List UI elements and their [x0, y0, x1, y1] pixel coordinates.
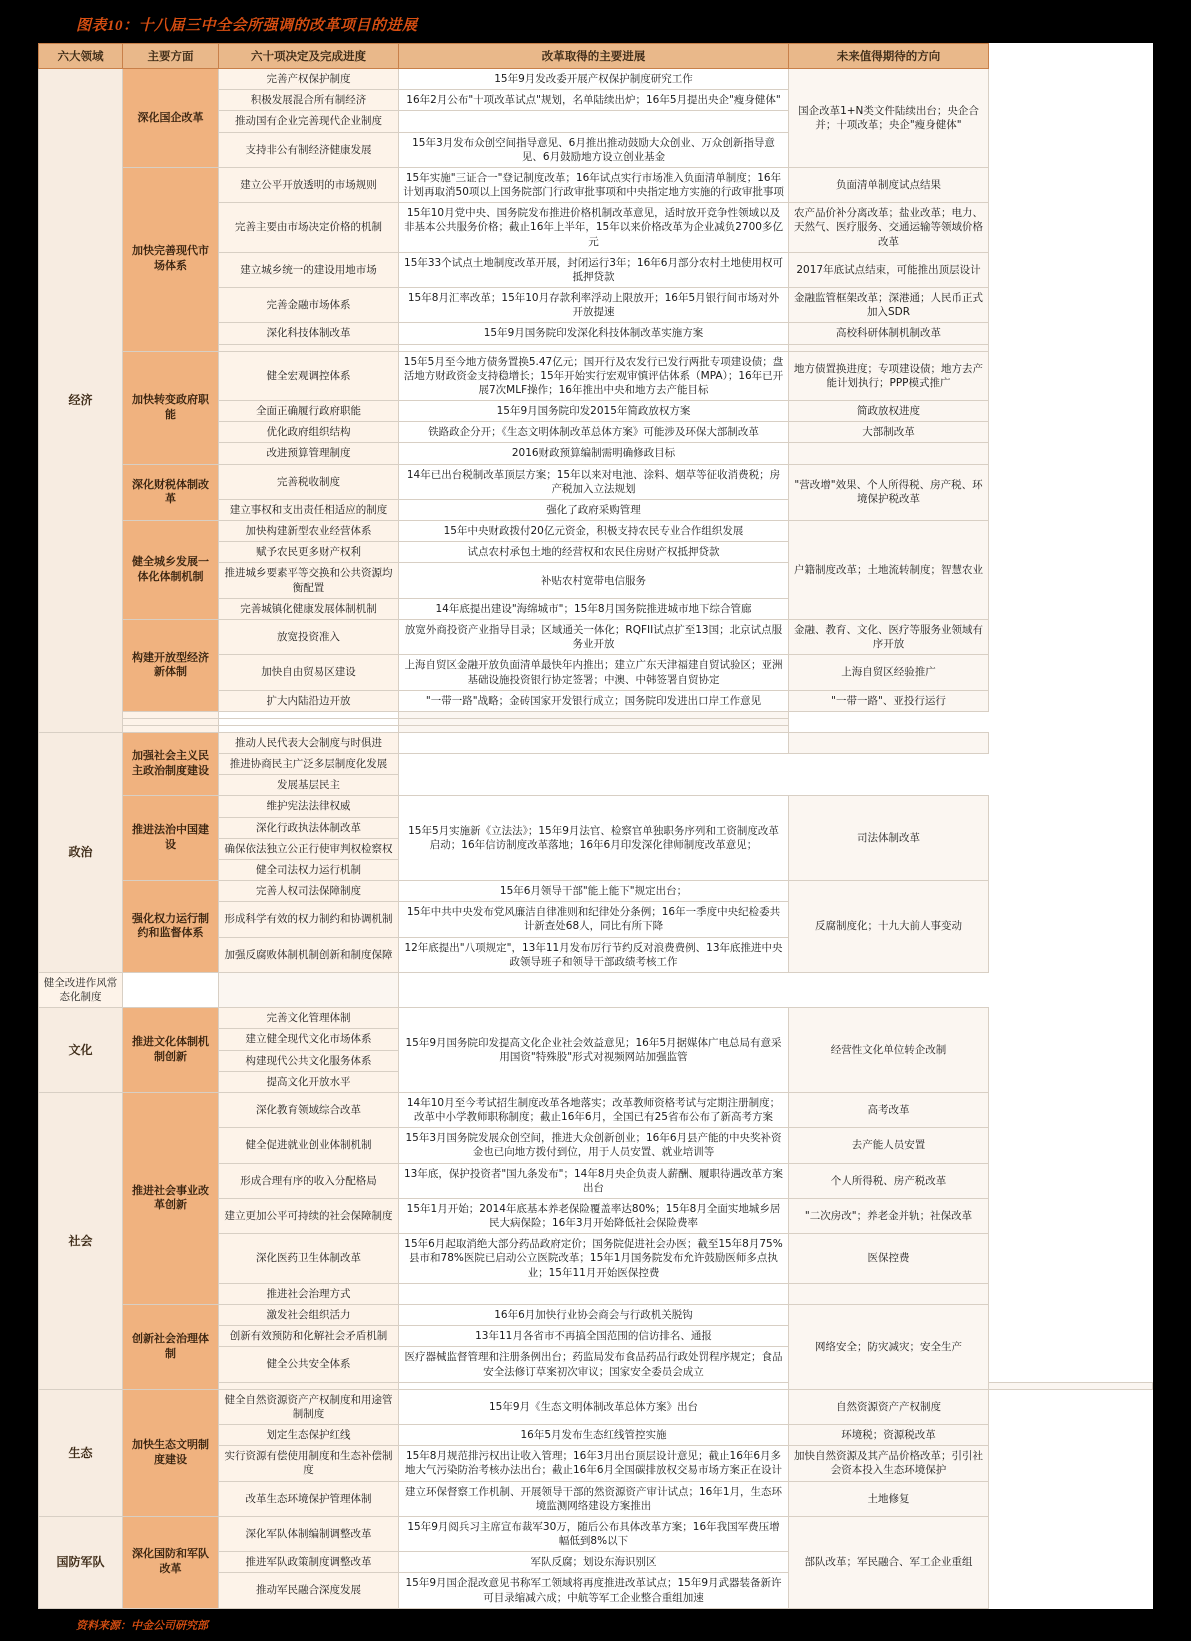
page-title: 图表10：十八届三中全会所强调的改革项目的进展	[76, 18, 418, 34]
table-row	[39, 711, 1153, 718]
col-header-progress: 改革取得的主要进展	[399, 44, 789, 69]
cell-progress: 12年底提出"八项规定"，13年11月发布厉行节约反对浪费费例、13年底推进中央政领导班子和领导干部政绩考核工作	[399, 937, 789, 972]
cell-progress: 15年5月实施新《立法法》；15年9月法官、检察官单独职务序列和工资制度改革启动；16年信访制度改革落地；16年6月印发深化律师制度改革意见；	[399, 796, 789, 881]
cell-decision: 实行资源有偿使用制度和生态补偿制度	[219, 1446, 399, 1481]
cell-progress: 15年9月国务院印发2015年简政放权方案	[399, 401, 789, 422]
cell-decision: 全面正确履行政府职能	[219, 401, 399, 422]
reform-progress-table	[38, 43, 1153, 1609]
cell-decision: 推动军民融合深度发展	[219, 1573, 399, 1608]
cell-progress: 15年实施"三证合一"登记制度改革；16年试点实行市场准入负面清单制度；16年计划再取消50项以上国务院部门行政审批事项和中央指定地方实施的行政审批事项	[399, 167, 789, 202]
cell-progress: 医疗器械监督管理和注册条例出台；药监局发布食品药品行政处罚程序规定；食品安全法修订草案初次审议；国家安全委员会成立	[399, 1347, 789, 1382]
cell-progress	[399, 1382, 789, 1389]
cell-future: "一带一路"、亚投行运行	[789, 690, 989, 711]
table-row	[39, 521, 1153, 542]
cell-aspect: 健全城乡发展一体化体制机制	[123, 521, 219, 620]
cell-progress	[399, 732, 789, 753]
cell-future: 户籍制度改革；土地流转制度；智慧农业	[789, 521, 989, 620]
cell-progress	[219, 718, 399, 725]
table-row	[39, 732, 1153, 753]
cell-future: 高校科研体制机制改革	[789, 323, 989, 344]
cell-progress: 14年已出台税制改革顶层方案；15年以来对电池、涂料、烟草等征收消费税；房产税加入立法规划	[399, 464, 789, 499]
cell-decision: 推进协商民主广泛多层制度化发展	[219, 754, 399, 775]
cell-future	[219, 972, 399, 1007]
table-row	[39, 1305, 1153, 1326]
cell-decision: 发展基层民主	[219, 775, 399, 796]
cell-future	[399, 711, 789, 718]
table-row	[39, 464, 1153, 499]
cell-progress: 16年2月公布"十项改革试点"规划，名单陆续出炉；16年5月提出央企"瘦身健体"	[399, 90, 789, 111]
cell-progress: 铁路政企分开；《生态文明体制改革总体方案》可能涉及环保大部制改革	[399, 422, 789, 443]
table-row	[39, 1516, 1153, 1551]
cell-decision: 完善人权司法保障制度	[219, 881, 399, 902]
cell-future	[399, 718, 789, 725]
cell-future: 个人所得税、房产税改革	[789, 1163, 989, 1198]
cell-progress: 15年10月党中央、国务院发布推进价格机制改革意见，适时放开竞争性领域以及非基本公共服务价格；截止16年上半年，15年以来价格改革为企业减负2700多亿元	[399, 203, 789, 253]
cell-decision: 改革生态环境保护管理体制	[219, 1481, 399, 1516]
cell-decision: 建立城乡统一的建设用地市场	[219, 252, 399, 287]
cell-progress: 试点农村承包土地的经营权和农民住房财产权抵押贷款	[399, 542, 789, 563]
cell-decision: 推动国有企业完善现代企业制度	[219, 111, 399, 132]
cell-decision: 完善文化管理体制	[219, 1008, 399, 1029]
cell-decision: 完善城镇化健康发展体制机制	[219, 598, 399, 619]
cell-progress: 15年中央财政拨付20亿元资金，积极支持农民专业合作组织发展	[399, 521, 789, 542]
cell-future	[789, 1283, 989, 1304]
cell-decision	[123, 711, 219, 718]
cell-progress	[399, 344, 789, 351]
cell-aspect: 深化财税体制改革	[123, 464, 219, 521]
cell-future: 部队改革；军民融合、军工企业重组	[789, 1516, 989, 1608]
cell-decision: 形成科学有效的权力制约和协调机制	[219, 902, 399, 937]
cell-future: 高考改革	[789, 1092, 989, 1127]
table-row	[39, 881, 1153, 902]
cell-decision: 健全公共安全体系	[219, 1347, 399, 1382]
cell-future: 反腐制度化；十九大前人事变动	[789, 881, 989, 973]
cell-progress: 放宽外商投资产业指导目录；区域通关一体化；RQFII试点扩至13国；北京试点服务业开放	[399, 619, 789, 654]
cell-future: 农产品价补分离改革；盐业改革；电力、天然气、医疗服务、交通运输等领域价格改革	[789, 203, 989, 253]
cell-decision: 深化行政执法体制改革	[219, 817, 399, 838]
cell-decision	[123, 718, 219, 725]
cell-decision: 完善金融市场体系	[219, 288, 399, 323]
cell-decision: 健全宏观调控体系	[219, 351, 399, 401]
cell-future: 环境税；资源税改革	[789, 1425, 989, 1446]
cell-progress: 15年9月国务院印发提高文化企业社会效益意见；16年5月据媒体广电总局有意采用国资"特殊股"形式对视频网站加强监管	[399, 1008, 789, 1093]
cell-progress: 14年底提出建设"海绵城市"；15年8月国务院推进城市地下综合管廊	[399, 598, 789, 619]
cell-aspect: 加快生态文明制度建设	[123, 1389, 219, 1516]
cell-progress	[219, 711, 399, 718]
cell-domain: 经济	[39, 69, 123, 733]
cell-progress: 13年11月各省市不再搞全国范围的信访排名、通报	[399, 1326, 789, 1347]
table-row	[39, 972, 1153, 1007]
cell-decision: 划定生态保护红线	[219, 1425, 399, 1446]
cell-progress: 强化了政府采购管理	[399, 499, 789, 520]
cell-aspect: 加强社会主义民主政治制度建设	[123, 732, 219, 796]
cell-aspect: 推进法治中国建设	[123, 796, 219, 881]
cell-decision: 完善主要由市场决定价格的机制	[219, 203, 399, 253]
cell-aspect: 构建开放型经济新体制	[123, 619, 219, 711]
cell-decision	[219, 1382, 399, 1389]
cell-decision: 推进城乡要素平等交换和公共资源均衡配置	[219, 563, 399, 598]
table-body	[39, 69, 1153, 1609]
table-row	[39, 1008, 1153, 1029]
cell-progress: 上海自贸区金融开放负面清单最快年内推出；建立广东天津福建自贸试验区；亚洲基础设施投资银行协定签署；中澳、中韩签署自贸协定	[399, 655, 789, 690]
cell-decision: 加快构建新型农业经营体系	[219, 521, 399, 542]
cell-progress: 15年3月发布众创空间指导意见、6月推出推动鼓励大众创业、万众创新指导意见、6月鼓励地方设立创业基金	[399, 132, 789, 167]
table-header-row	[39, 44, 1153, 69]
cell-aspect: 推进社会事业改革创新	[123, 1092, 219, 1304]
cell-decision: 推动人民代表大会制度与时俱进	[219, 732, 399, 753]
cell-decision: 健全促进就业创业体制机制	[219, 1128, 399, 1163]
cell-decision: 建立事权和支出责任相适应的制度	[219, 499, 399, 520]
table-row	[39, 796, 1153, 817]
cell-decision: 完善产权保护制度	[219, 69, 399, 90]
cell-progress	[399, 1283, 789, 1304]
cell-progress: 15年8月规范排污权出让收入管理；16年3月出台顶层设计意见；截止16年6月多地大气污染防治考核办法出台；截止16年6月全国碳排放权交易市场方案正在设计	[399, 1446, 789, 1481]
cell-future: 负面清单制度试点结果	[789, 167, 989, 202]
cell-progress: 13年底，保护投资者"国九条发布"；14年8月央企负责人薪酬、履职待遇改革方案出台	[399, 1163, 789, 1198]
cell-progress: 15年8月汇率改革；15年10月存款利率浮动上限放开；16年5月银行间市场对外开放提速	[399, 288, 789, 323]
cell-decision: 放宽投资准入	[219, 619, 399, 654]
cell-progress: 15年33个试点土地制度改革开展，封闭运行3年；16年6月部分农村土地使用权可抵押贷款	[399, 252, 789, 287]
col-header-aspect: 主要方面	[123, 44, 219, 69]
cell-future: 国企改革1+N类文件陆续出台；央企合并；十项改革；央企"瘦身健体"	[789, 69, 989, 168]
table-row	[39, 351, 1153, 401]
cell-decision: 积极发展混合所有制经济	[219, 90, 399, 111]
cell-future	[989, 1382, 1153, 1389]
cell-aspect: 加快完善现代市场体系	[123, 167, 219, 351]
cell-progress: 15年6月领导干部"能上能下"规定出台；	[399, 881, 789, 902]
source-note: 资料来源：中金公司研究部	[76, 1619, 208, 1632]
table-row	[39, 69, 1153, 90]
cell-progress: 15年9月发改委开展产权保护制度研究工作	[399, 69, 789, 90]
cell-progress: 15年9月国企混改意见书称军工领域将再度推进改革试点；15年9月武器装备新许可目录缩减六成；中航等军工企业整合重组加速	[399, 1573, 789, 1608]
cell-future: 司法体制改革	[789, 796, 989, 881]
cell-progress: 15年9月国务院印发深化科技体制改革实施方案	[399, 323, 789, 344]
cell-decision: 形成合理有序的收入分配格局	[219, 1163, 399, 1198]
cell-future	[789, 443, 989, 464]
cell-future	[399, 725, 789, 732]
cell-aspect: 加快转变政府职能	[123, 351, 219, 464]
cell-decision: 健全改进作风常态化制度	[39, 972, 123, 1007]
table-row	[39, 1389, 1153, 1424]
cell-decision: 建立健全现代文化市场体系	[219, 1029, 399, 1050]
cell-decision: 改进预算管理制度	[219, 443, 399, 464]
cell-future: 地方债置换进度；专项建设债；地方去产能计划执行；PPP模式推广	[789, 351, 989, 401]
cell-progress: 16年5月发布生态红线管控实施	[399, 1425, 789, 1446]
cell-decision: 扩大内陆沿边开放	[219, 690, 399, 711]
cell-aspect: 强化权力运行制约和监督体系	[123, 881, 219, 973]
cell-decision	[219, 344, 399, 351]
cell-decision: 健全司法权力运行机制	[219, 859, 399, 880]
cell-aspect: 创新社会治理体制	[123, 1305, 219, 1390]
cell-progress	[219, 725, 399, 732]
cell-decision: 健全自然资源资产产权制度和用途管制制度	[219, 1389, 399, 1424]
table-row	[39, 1092, 1153, 1127]
cell-progress: 军队反腐；划设东海识别区	[399, 1552, 789, 1573]
cell-future: 大部制改革	[789, 422, 989, 443]
cell-progress: 15年9月《生态文明体制改革总体方案》出台	[399, 1389, 789, 1424]
cell-future: 金融监管框架改革；深港通；人民币正式加入SDR	[789, 288, 989, 323]
cell-future: 金融、教育、文化、医疗等服务业领域有序开放	[789, 619, 989, 654]
cell-aspect: 推进文化体制机制创新	[123, 1008, 219, 1093]
cell-future: 医保控费	[789, 1234, 989, 1284]
col-header-future: 未来值得期待的方向	[789, 44, 989, 69]
cell-decision: 深化军队体制编制调整改革	[219, 1516, 399, 1551]
table-row	[39, 725, 1153, 732]
table-row	[39, 718, 1153, 725]
cell-domain: 文化	[39, 1008, 123, 1093]
cell-decision: 深化科技体制改革	[219, 323, 399, 344]
cell-domain: 国防军队	[39, 1516, 123, 1608]
cell-domain: 生态	[39, 1389, 123, 1516]
cell-decision	[123, 725, 219, 732]
cell-future: "二次房改"；养老金并轨；社保改革	[789, 1198, 989, 1233]
cell-domain: 政治	[39, 732, 123, 972]
col-header-decision: 六十项决定及完成进度	[219, 44, 399, 69]
cell-future: 去产能人员安置	[789, 1128, 989, 1163]
cell-decision: 优化政府组织结构	[219, 422, 399, 443]
cell-decision: 维护宪法法律权威	[219, 796, 399, 817]
cell-decision: 完善税收制度	[219, 464, 399, 499]
cell-future	[789, 732, 989, 753]
cell-progress: 15年9月阅兵习主席宣布裁军30万，随后公布具体改革方案；16年我国军费压增幅低到8%以下	[399, 1516, 789, 1551]
col-header-domain: 六大领域	[39, 44, 123, 69]
cell-future: 自然资源资产产权制度	[789, 1389, 989, 1424]
cell-progress: 15年1月开始；2014年底基本养老保险覆盖率达80%；15年8月全面实地城乡居民大病保险；16年3月开始降低社会保险费率	[399, 1198, 789, 1233]
cell-decision: 激发社会组织活力	[219, 1305, 399, 1326]
cell-progress: 15年5月至今地方债务置换5.47亿元；国开行及农发行已发行两批专项建设债；盘活地方财政资金支持稳增长；15年开始实行宏观审慎评估体系（MPA）；16年已开展7次MLF操作；16年推出中央和地方去产能目标	[399, 351, 789, 401]
cell-progress	[123, 972, 219, 1007]
cell-decision: 支持非公有制经济健康发展	[219, 132, 399, 167]
cell-progress: 2016财政预算编制需明确修政目标	[399, 443, 789, 464]
cell-future	[789, 344, 989, 351]
cell-future: 简政放权进度	[789, 401, 989, 422]
cell-future: "营改增"效果、个人所得税、房产税、环境保护税改革	[789, 464, 989, 521]
cell-progress: 补贴农村宽带电信服务	[399, 563, 789, 598]
cell-decision: 加快自由贸易区建设	[219, 655, 399, 690]
table-row	[39, 619, 1153, 654]
cell-decision: 深化教育领域综合改革	[219, 1092, 399, 1127]
cell-future: 上海自贸区经验推广	[789, 655, 989, 690]
table-row	[39, 167, 1153, 202]
cell-future: 土地修复	[789, 1481, 989, 1516]
cell-aspect: 深化国防和军队改革	[123, 1516, 219, 1608]
cell-decision: 创新有效预防和化解社会矛盾机制	[219, 1326, 399, 1347]
cell-decision: 建立更加公平可持续的社会保障制度	[219, 1198, 399, 1233]
cell-aspect: 深化国企改革	[123, 69, 219, 168]
cell-future: 加快自然资源及其产品价格改革；引引社会资本投入生态环境保护	[789, 1446, 989, 1481]
cell-future: 网络安全；防灾减灾；安全生产	[789, 1305, 989, 1390]
cell-decision: 加强反腐败体制机制创新和制度保障	[219, 937, 399, 972]
cell-decision: 深化医药卫生体制改革	[219, 1234, 399, 1284]
cell-decision: 推进社会治理方式	[219, 1283, 399, 1304]
cell-progress: 14年10月至今考试招生制度改革各地落实；改革教师资格考试与定期注册制度；改革中小学教师职称制度；截止16年6月，全国已有25省布公布了新高考方案	[399, 1092, 789, 1127]
cell-decision: 确保依法独立公正行使审判权检察权	[219, 838, 399, 859]
cell-decision: 建立公平开放透明的市场规则	[219, 167, 399, 202]
cell-progress: "一带一路"战略；金砖国家开发银行成立；国务院印发进出口岸工作意见	[399, 690, 789, 711]
cell-progress: 15年6月起取消绝大部分药品政府定价；国务院促进社会办医；截至15年8月75%县市和78%医院已启动公立医院改革；15年1月国务院发布允许鼓励医师多点执业；15年11月开始医保控费	[399, 1234, 789, 1284]
cell-progress: 建立环保督察工作机制、开展领导干部的然资源资产审计试点；16年1月，生态环境监测网络建设方案推出	[399, 1481, 789, 1516]
cell-future: 经营性文化单位转企改制	[789, 1008, 989, 1093]
cell-progress: 15年中共中央发布党风廉洁自律准则和纪律处分条例；16年一季度中央纪检委共计新查处68人，同比有所下降	[399, 902, 789, 937]
cell-progress: 15年3月国务院发展众创空间，推进大众创新创业；16年6月县产能的中央奖补资金也已向地方拨付到位，用于人员安置、就业培训等	[399, 1128, 789, 1163]
cell-decision: 提高文化开放水平	[219, 1071, 399, 1092]
cell-decision: 赋予农民更多财产权利	[219, 542, 399, 563]
cell-decision: 推进军队政策制度调整改革	[219, 1552, 399, 1573]
cell-domain: 社会	[39, 1092, 123, 1389]
cell-progress: 16年6月加快行业协会商会与行政机关脱钩	[399, 1305, 789, 1326]
cell-decision: 构建现代公共文化服务体系	[219, 1050, 399, 1071]
cell-future: 2017年底试点结束，可能推出顶层设计	[789, 252, 989, 287]
